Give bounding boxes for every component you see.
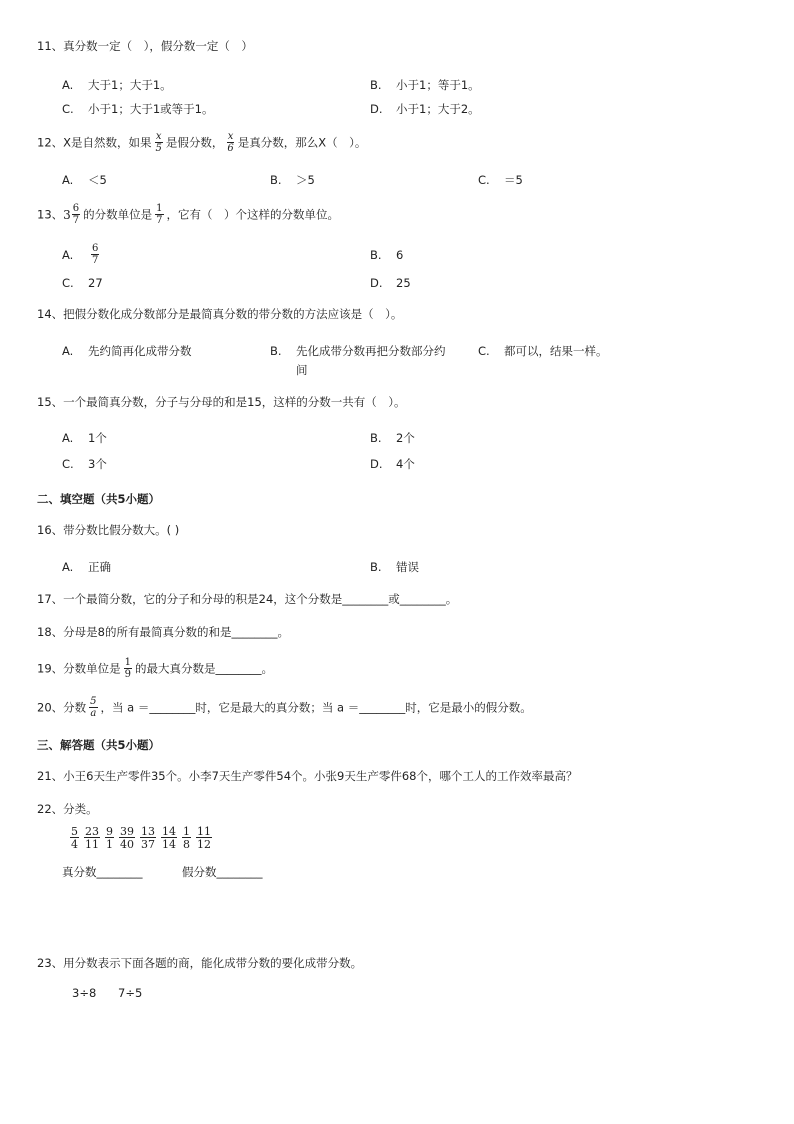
q12-option-c[interactable]: C. ＝5 (478, 173, 523, 187)
q22-fraction: $\frac{13}{37}$ (141, 825, 155, 851)
q15-option-d[interactable]: D. 4个 (370, 457, 415, 471)
question-17: 17、一个最简分数，它的分子和分母的积是24，这个分数是________或________。 (37, 592, 458, 606)
question-15: 15、一个最简真分数，分子与分母的和是15，这样的分数一共有（ ）。 (37, 395, 406, 409)
q22-fraction: $\frac{9}{1}$ (106, 825, 113, 851)
section-heading-fill-blank: 二、填空题（共5小题） (37, 492, 161, 506)
q16-option-b[interactable]: B. 错误 (370, 560, 419, 574)
question-12: 12、X是自然数，如果 $\frac{x}{5}$ 是假分数， $\frac{x}{6}$ 是真分数，那么X（ ）。 (37, 131, 367, 154)
q22-fraction: $\frac{5}{4}$ (71, 825, 78, 851)
q11-option-d[interactable]: D. 小于1；大于2。 (370, 102, 480, 116)
q15-option-b[interactable]: B. 2个 (370, 431, 415, 445)
question-14: 14、把假分数化成分数部分是最简真分数的带分数的方法应该是（ ）。 (37, 307, 403, 321)
q23-expression-1: 3÷8 (72, 986, 97, 1000)
q22-proper-fraction-answer[interactable]: 真分数________ (62, 865, 143, 879)
q23-expression-2: 7÷5 (118, 986, 143, 1000)
q14-option-a[interactable]: A. 先约简再化成带分数 (62, 344, 192, 358)
q13-mixed-number: 3 $\frac{6}{7}$ (63, 203, 80, 226)
q22-fraction: $\frac{23}{11}$ (85, 825, 99, 851)
section-heading-solve: 三、解答题（共5小题） (37, 738, 161, 752)
q15-option-c[interactable]: C. 3个 (62, 457, 107, 471)
q22-fraction: $\frac{39}{40}$ (120, 825, 134, 851)
question-21: 21、小王6天生产零件35个。小李7天生产零件54个。小张9天生产零件68个，哪个工人的工作效率最高？ (37, 769, 578, 783)
q15-option-a[interactable]: A. 1个 (62, 431, 107, 445)
q22-fraction: $\frac{1}{8}$ (183, 825, 190, 851)
question-18: 18、分母是8的所有最简真分数的和是________。 (37, 625, 289, 639)
question-13: 13、 3 $\frac{6}{7}$ 的分数单位是 $\frac{1}{7}$ ，它有（ ）个这样的分数单位。 (37, 203, 340, 226)
q13-option-a[interactable]: A. $\frac{6}{7}$ (62, 243, 99, 266)
q13-option-d[interactable]: D. 25 (370, 276, 411, 290)
q11-option-a[interactable]: A. 大于1；大于1。 (62, 78, 172, 92)
question-19: 19、分数单位是 $\frac{1}{9}$ 的最大真分数是________。 (37, 657, 274, 680)
q22-fraction: $\frac{14}{14}$ (162, 825, 176, 851)
q12-option-a[interactable]: A. ＜5 (62, 173, 107, 187)
q12-option-b[interactable]: B. ＞5 (270, 173, 315, 187)
question-16: 16、带分数比假分数大。( ) (37, 523, 180, 537)
q14-option-c[interactable]: C. 都可以，结果一样。 (478, 344, 608, 358)
q14-option-b[interactable]: B. 先化成带分数再把分数部分约 (270, 344, 446, 358)
q19-unit-fraction: $\frac{1}{9}$ (124, 657, 132, 680)
q12-fraction-x-over-6: $\frac{x}{6}$ (227, 131, 234, 154)
q13-option-a-fraction: $\frac{6}{7}$ (92, 243, 99, 266)
q22-fraction-list (70, 826, 217, 850)
question-22: 22、分类。 (37, 802, 98, 816)
q22-fraction: $\frac{11}{12}$ (197, 825, 211, 851)
q20-fraction-5-over-a: $\frac{5}{a}$ (90, 696, 97, 719)
q11-option-c[interactable]: C. 小于1；大于1或等于1。 (62, 102, 214, 116)
q16-option-a[interactable]: A. 正确 (62, 560, 111, 574)
question-23: 23、用分数表示下面各题的商，能化成带分数的要化成带分数。 (37, 956, 363, 970)
question-20: 20、分数 $\frac{5}{a}$ ，当 a ＝________时，它是最大的真分数；当 a ＝________时，它是最小的假分数。 (37, 696, 532, 719)
question-11: 11、真分数一定（ ），假分数一定（ ） (37, 39, 253, 53)
q11-option-b[interactable]: B. 小于1；等于1。 (370, 78, 480, 92)
q13-option-b[interactable]: B. 6 (370, 248, 404, 262)
q22-improper-fraction-answer[interactable]: 假分数________ (182, 865, 263, 879)
q14-option-b-wrap: 间 (296, 363, 308, 377)
q13-option-c[interactable]: C. 27 (62, 276, 103, 290)
q12-fraction-x-over-5: $\frac{x}{5}$ (155, 131, 162, 154)
q13-unit-fraction: $\frac{1}{7}$ (156, 203, 163, 226)
